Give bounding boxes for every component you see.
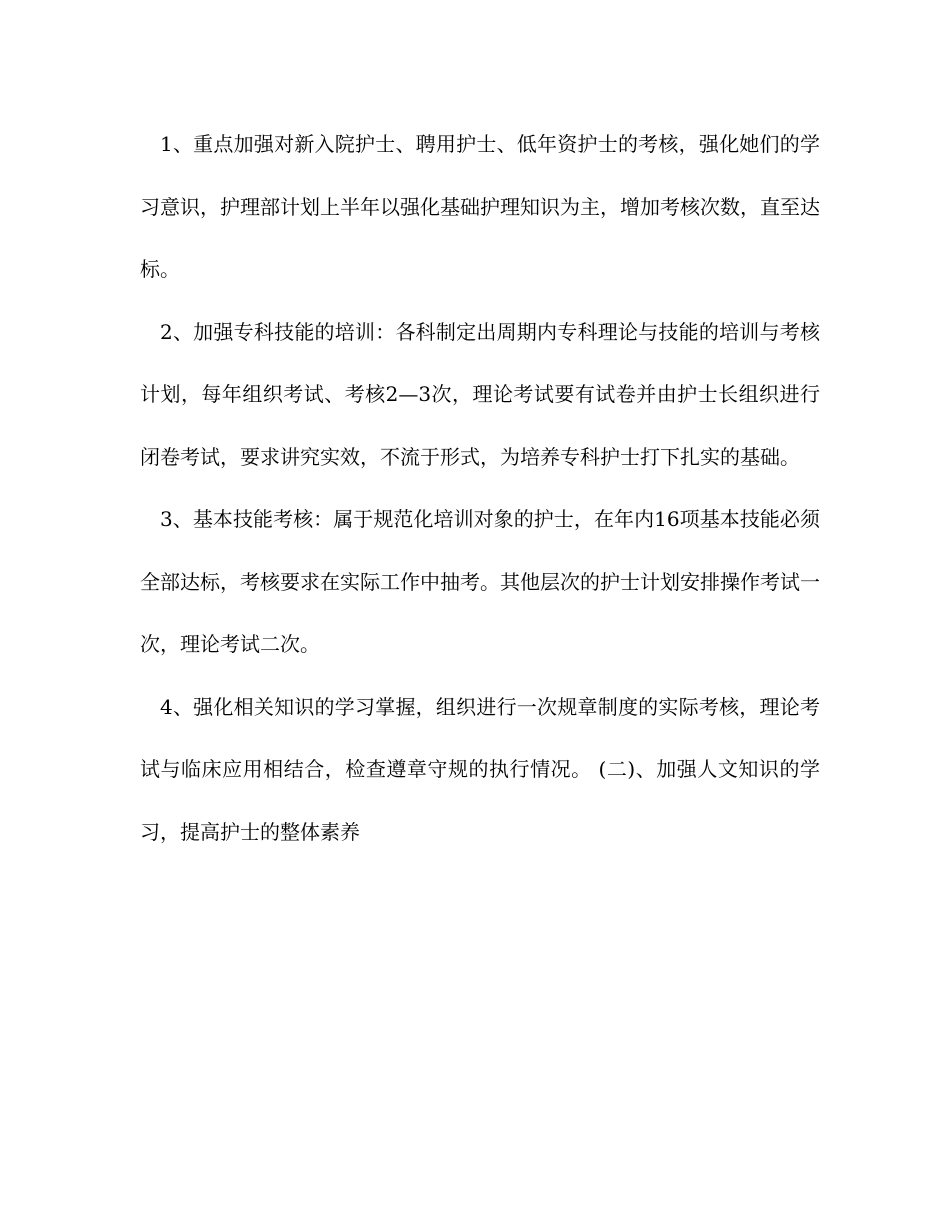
paragraph-2: 2、加强专科技能的培训：各科制定出周期内专科理论与技能的培训与考核计划，每年组织考试、考核2—3次，理论考试要有试卷并由护士长组织进行闭卷考试，要求讲究实效，不流于形式，为培养专科护士打下扎实的基础。: [140, 319, 820, 469]
paragraph-3: 3、基本技能考核：属于规范化培训对象的护士，在年内16项基本技能必须全部达标，考核要求在实际工作中抽考。其他层次的护士计划安排操作考试一次，理论考试二次。: [140, 507, 820, 656]
paragraph-1: 1、重点加强对新入院护士、聘用护士、低年资护士的考核，强化她们的学习意识，护理部计划上半年以强化基础护理知识为主，增加考核次数，直至达标。: [140, 132, 820, 281]
paragraph-4: 4、强化相关知识的学习掌握，组织进行一次规章制度的实际考核，理论考试与临床应用相结合，检查遵章守规的执行情况。 (二)、加强人文知识的学习，提高护士的整体素养: [140, 694, 820, 844]
document-body: [140, 113, 820, 863]
